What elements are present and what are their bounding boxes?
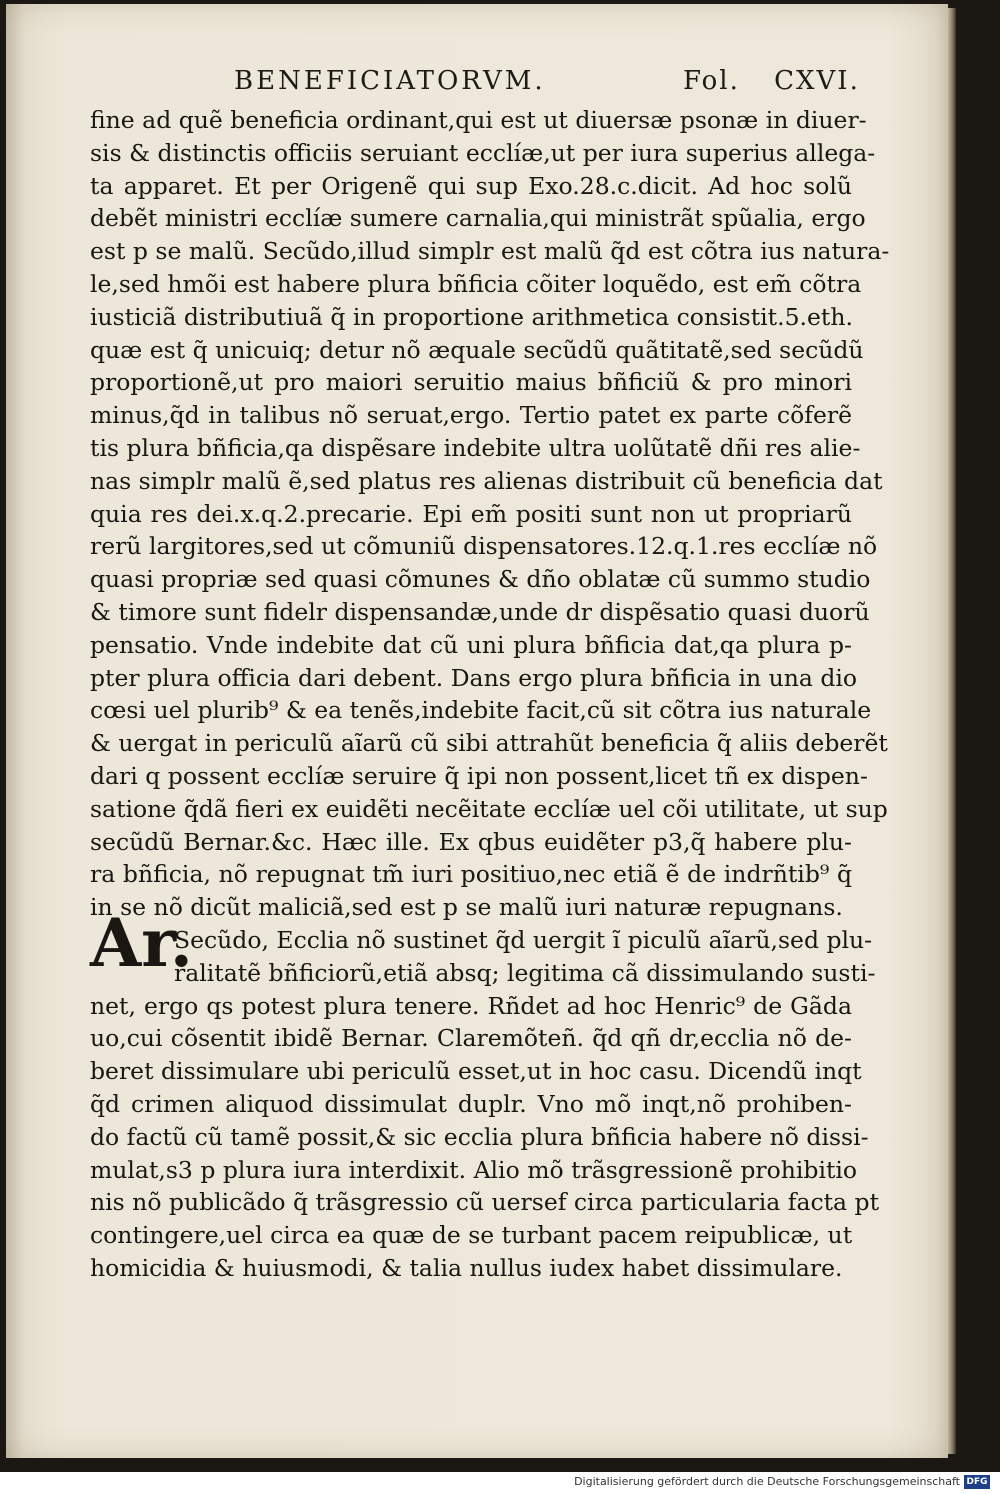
decorated-initial: Ar. xyxy=(90,904,193,982)
text-line: ralitatẽ bñficiorũ,etiã absq; legitima cã dissimulando susti- xyxy=(174,958,876,987)
text-line: satione q̃dã fieri ex euidẽti necẽitate ecclíæ uel cõi utilitate, ut sup xyxy=(90,794,888,823)
text-line: sis & distinctis officiis seruiant ecclíæ,ut per iura superius allega- xyxy=(90,138,876,167)
text-line: uo,cui cõsentit ibidẽ Bernar. Claremõteñ. q̃d qñ dr,ecclia nõ de- xyxy=(90,1024,852,1053)
text-line: do factũ cũ tamẽ possit,& sic ecclia plura bñficia habere nõ dissi- xyxy=(90,1122,869,1151)
text-line: mulat,s3 p plura iura interdixit. Alio mõ trãsgressionẽ prohibitio xyxy=(90,1155,858,1184)
text-line: net, ergo qs potest plura tenere. Rñdet ad hoc Henric⁹ de Gãda xyxy=(90,991,852,1020)
text-line: cœsi uel plurib⁹ & ea tenẽs,indebite facit,cũ sit cõtra ius naturale xyxy=(90,696,872,725)
text-line: nas simplr malũ ẽ,sed platus res alienas distribuit cũ beneficia dat xyxy=(90,466,883,495)
text-line: Secũdo, Ecclia nõ sustinet q̃d uergit ĩ piculũ aĩarũ,sed plu- xyxy=(174,925,873,954)
text-line: fine ad quẽ beneficia ordinant,qui est ut diuersæ psonæ in diuer- xyxy=(90,106,867,134)
running-head xyxy=(88,66,878,106)
text-line: & uergat in periculũ aĩarũ cũ sibi attrahũt beneficia q̃ aliis deberẽt xyxy=(90,729,888,758)
text-line: debẽt ministri ecclíæ sumere carnalia,qui ministrãt spũalia, ergo xyxy=(90,204,866,233)
text-block xyxy=(90,104,890,1285)
digitization-credit: Digitalisierung gefördert durch die Deutsche Forschungsgemeinschaft xyxy=(574,1475,960,1488)
text-line: iusticiã distributiuã q̃ in proportione arithmetica consistit.5.eth. xyxy=(90,302,853,331)
text-line: & timore sunt fidelr dispensandæ,unde dr dispẽsatio quasi duorũ xyxy=(90,597,870,626)
text-line: pter plura officia dari debent. Dans ergo plura bñficia in una dio xyxy=(90,663,858,692)
text-line: pensatio. Vnde indebite dat cũ uni plura bñficia dat,qa plura p- xyxy=(90,630,852,659)
text-line: le,sed hmõi est habere plura bñficia cõiter loquẽdo, est em̃ cõtra xyxy=(90,269,862,298)
text-line: nis nõ publicãdo q̃ trãsgressio cũ uersef circa particularia facta pt xyxy=(90,1188,880,1217)
text-line: homicidia & huiusmodi, & talia nullus iudex habet dissimulare. xyxy=(90,1253,843,1282)
text-line: rerũ largitores,sed ut cõmuniũ dispensatores.12.q.1.res ecclíæ nõ xyxy=(90,532,878,561)
text-line: proportionẽ,ut pro maiori seruitio maius bñficiũ & pro minori xyxy=(90,368,852,397)
running-head-title: BENEFICIATORVM. xyxy=(234,66,546,96)
text-line: minus,q̃d in talibus nõ seruat,ergo. Tertio patet ex parte cõferẽ xyxy=(90,401,852,430)
text-line: est p se malũ. Secũdo,illud simplr est malũ q̃d est cõtra ius natura- xyxy=(90,237,890,266)
text-line: ra bñficia, nõ repugnat tm̃ iuri positiuo,nec etiã ẽ de indrñtib⁹ q̃ xyxy=(90,860,852,889)
text-line: quæ est q̃ unicuiq; detur nõ æquale secũdũ quãtitatẽ,sed secũdũ xyxy=(90,335,864,364)
text-line: beret dissimulare ubi periculũ esset,ut in hoc casu. Dicendũ inqt xyxy=(90,1057,862,1086)
text-line: q̃d crimen aliquod dissimulat duplr. Vno mõ inqt,nõ prohiben- xyxy=(90,1089,852,1118)
text-line: secũdũ Bernar.&c. Hæc ille. Ex qbus euidẽter p3,q̃ habere plu- xyxy=(90,827,852,856)
text-line: tis plura bñficia,qa dispẽsare indebite ultra uolũtatẽ dñi res alie- xyxy=(90,433,861,462)
page-edge xyxy=(948,8,956,1454)
text-line: quia res dei.x.q.2.precarie. Epi em̃ positi sunt non ut propriarũ xyxy=(90,499,852,528)
text-line: dari q possent ecclíæ seruire q̃ ipi non possent,licet tñ ex dispen- xyxy=(90,761,868,790)
folio-number: Fol. CXVI. xyxy=(683,66,860,96)
text-line: ta apparet. Et per Origenẽ qui sup Exo.28.c.dicit. Ad hoc solũ xyxy=(90,171,852,200)
text-line: contingere,uel circa ea quæ de se turbant pacem reipublicæ, ut xyxy=(90,1221,853,1250)
dfg-logo: DFG xyxy=(964,1475,990,1489)
text-line: in se nõ dicũt maliciã,sed est p se malũ iuri naturæ repugnans. xyxy=(90,893,843,922)
text-line: quasi propriæ sed quasi cõmunes & dño oblatæ cũ summo studio xyxy=(90,565,871,594)
